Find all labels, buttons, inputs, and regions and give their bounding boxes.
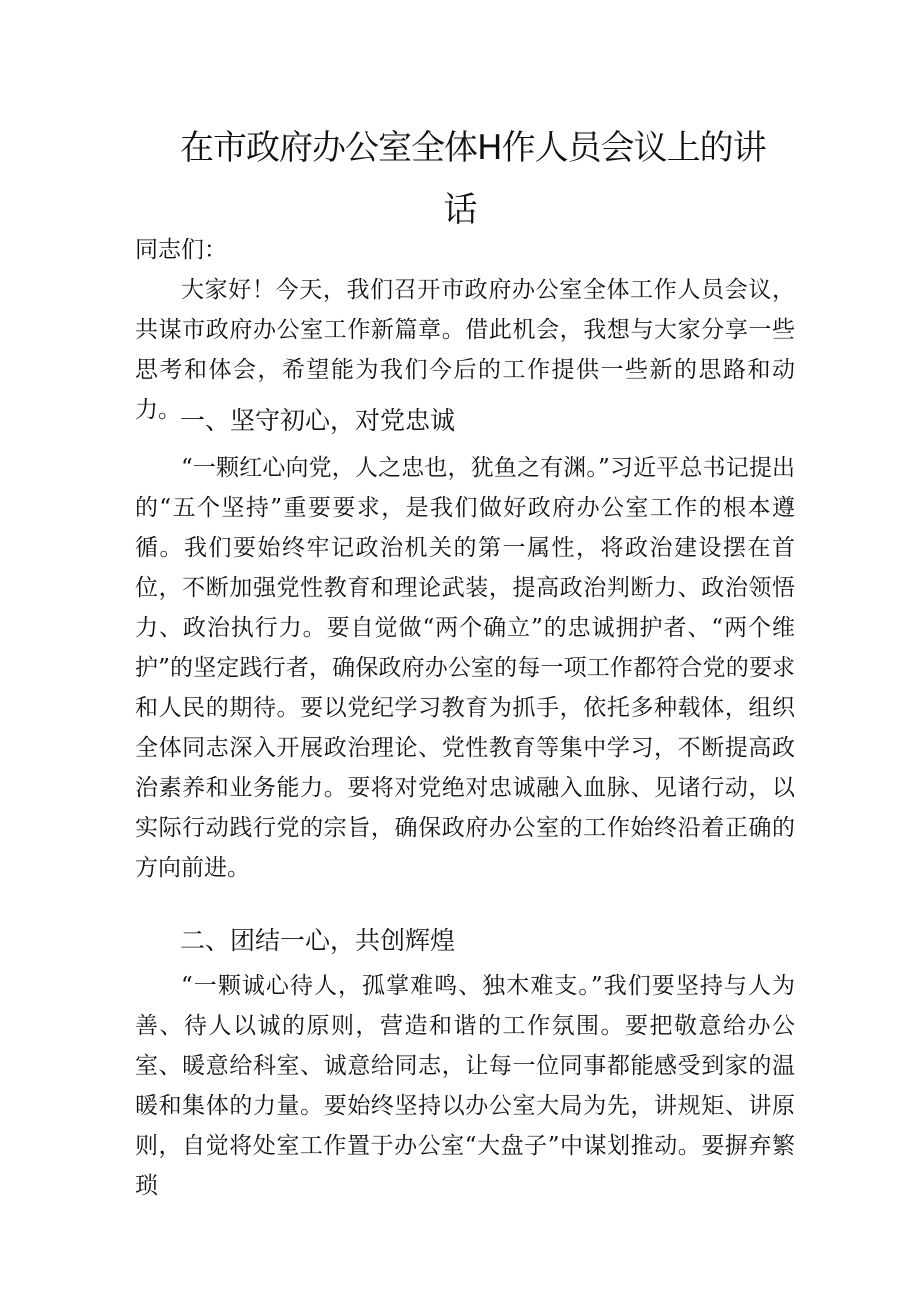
- section-2-paragraph: “一颗诚心待人，孤掌难鸣、独木难支。”我们要坚持与人为善、待人以诚的原则，营造和谐的工作氛围。要把敬意给办公室、暖意给科室、诚意给同志，让每一位同事都能感受到家的温暖和集体的力量。要始终坚持以办公室大局为先，讲规矩、讲原则，自觉将处室工作置于办公室“大盘子”中谋划推动。要摒弃繁琐: [135, 973, 795, 1199]
- section-2-heading: 二、团结一心，共创辉煌: [180, 926, 456, 955]
- section-1-heading: 一、坚守初心，对党忠诚: [180, 406, 456, 435]
- document-title-line-2: 话: [443, 190, 477, 230]
- salutation: 同志们：: [135, 237, 227, 263]
- intro-paragraph: 大家好！今天，我们召开市政府办公室全体工作人员会议，共谋市政府办公室工作新篇章。借此机会，我想与大家分享一些思考和体会，希望能为我们今后的工作提供一些新的思路和动力。: [135, 277, 795, 423]
- document-title-line-1: 在市政府办公室全体H作人员会议上的讲: [180, 128, 766, 168]
- section-1-paragraph: “一颗红心向党，人之忠也，犹鱼之有渊。”习近平总书记提出的“五个坚持”重要要求，是我们做好政府办公室工作的根本遵循。我们要始终牢记政治机关的第一属性，将政治建设摆在首位，不断加强党性教育和理论武装，提高政治判断力、政治领悟力、政治执行力。要自觉做“两个确立”的忠诚拥护者、“两个维护”的坚定践行者，确保政府办公室的每一项工作都符合党的要求和人民的期待。要以党纪学习教育为抓手，依托多种载体，组织全体同志深入开展政治理论、党性教育等集中学习，不断提高政治素养和业务能力。要将对党绝对忠诚融入血脉、见诸行动，以实际行动践行党的宗旨，确保政府办公室的工作始终沿着正确的方向前进。: [135, 455, 795, 881]
